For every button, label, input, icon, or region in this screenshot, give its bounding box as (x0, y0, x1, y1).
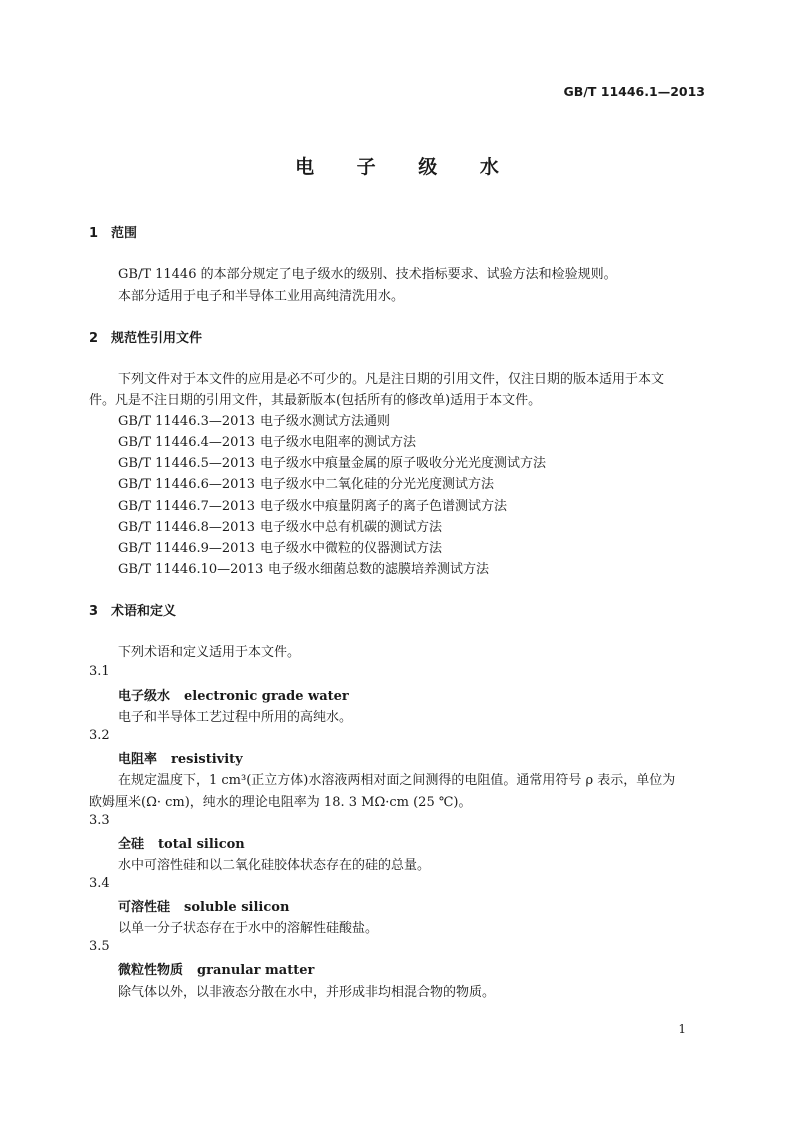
term-english: resistivity (171, 752, 243, 767)
reference-item (118, 431, 416, 450)
reference-title: 电子级水中总有机碳的测试方法 (260, 520, 443, 535)
term-chinese: 电阻率 (118, 752, 158, 767)
section-number: 3 (89, 604, 99, 619)
term-number: 3.4 (89, 876, 110, 891)
reference-code: GB/T 11446.6—2013 (118, 477, 255, 492)
reference-item (118, 495, 507, 514)
reference-item (118, 516, 442, 535)
term-definition: 电子和半导体工艺过程中所用的高纯水。 (118, 710, 353, 725)
section-heading-scope (89, 222, 137, 241)
section-title: 范围 (111, 226, 138, 241)
reference-title: 电子级水测试方法通则 (260, 414, 391, 429)
reference-code: GB/T 11446.5—2013 (118, 456, 255, 471)
reference-title: 电子级水细菌总数的滤膜培养测试方法 (268, 562, 490, 577)
term-chinese: 全硅 (118, 837, 145, 852)
paragraph: GB/T 11446 的本部分规定了电子级水的级别、技术指标要求、试验方法和检验规则。 (118, 267, 617, 282)
term-heading (118, 959, 314, 978)
term-number: 3.1 (89, 664, 110, 679)
section-heading-normative-references (89, 327, 202, 346)
reference-title: 电子级水中痕量金属的原子吸收分光光度测试方法 (260, 456, 547, 471)
term-definition: 水中可溶性硅和以二氧化硅胶体状态存在的硅的总量。 (118, 858, 431, 873)
paragraph: 下列术语和定义适用于本文件。 (118, 645, 301, 660)
section-title: 术语和定义 (111, 604, 177, 619)
term-heading (118, 833, 245, 852)
term-english: total silicon (158, 837, 245, 852)
reference-code: GB/T 11446.9—2013 (118, 541, 255, 556)
term-english: granular matter (197, 963, 315, 978)
term-definition: 在规定温度下，1 cm³(正立方体)水溶液两相对面之间测得的电阻值。通常用符号 ρ 表示，单位为 (118, 773, 676, 788)
reference-item (118, 410, 390, 429)
reference-title: 电子级水电阻率的测试方法 (260, 435, 417, 450)
reference-code: GB/T 11446.4—2013 (118, 435, 255, 450)
term-chinese: 微粒性物质 (118, 963, 184, 978)
reference-item (118, 558, 489, 577)
term-definition: 除气体以外，以非液态分散在水中，并形成非均相混合物的物质。 (118, 985, 496, 1000)
reference-item (118, 473, 494, 492)
section-heading-terms-definitions (89, 600, 176, 619)
term-heading (118, 896, 289, 915)
reference-item (118, 452, 546, 471)
reference-code: GB/T 11446.3—2013 (118, 414, 255, 429)
term-number: 3.3 (89, 813, 110, 828)
term-heading (118, 748, 243, 767)
term-number: 3.5 (89, 939, 110, 954)
paragraph: 本部分适用于电子和半导体工业用高纯清洗用水。 (118, 289, 405, 304)
section-title: 规范性引用文件 (111, 331, 203, 346)
reference-item (118, 537, 442, 556)
paragraph: 下列文件对于本文件的应用是必不可少的。凡是注日期的引用文件，仅注日期的版本适用于本文 (118, 372, 665, 387)
term-definition-continuation: 欧姆厘米(Ω· cm)，纯水的理论电阻率为 18. 3 MΩ·cm (25 ℃)。 (89, 795, 472, 810)
reference-code: GB/T 11446.8—2013 (118, 520, 255, 535)
reference-code: GB/T 11446.7—2013 (118, 499, 255, 514)
paragraph-continuation: 件。凡是不注日期的引用文件，其最新版本(包括所有的修改单)适用于本文件。 (89, 393, 542, 408)
page-number: 1 (678, 1022, 686, 1036)
term-heading (118, 685, 349, 704)
section-number: 1 (89, 226, 99, 241)
reference-code: GB/T 11446.10—2013 (118, 562, 264, 577)
section-number: 2 (89, 331, 99, 346)
standard-number: GB/T 11446.1—2013 (563, 84, 705, 99)
reference-title: 电子级水中痕量阴离子的离子色谱测试方法 (260, 499, 508, 514)
term-english: electronic grade water (184, 689, 349, 704)
term-definition: 以单一分子状态存在于水中的溶解性硅酸盐。 (118, 921, 379, 936)
document-title: 电 子 级 水 (295, 156, 517, 178)
term-english: soluble silicon (184, 900, 290, 915)
term-chinese: 电子级水 (118, 689, 171, 704)
reference-title: 电子级水中二氧化硅的分光光度测试方法 (260, 477, 495, 492)
term-number: 3.2 (89, 728, 110, 743)
term-chinese: 可溶性硅 (118, 900, 171, 915)
reference-title: 电子级水中微粒的仪器测试方法 (260, 541, 443, 556)
